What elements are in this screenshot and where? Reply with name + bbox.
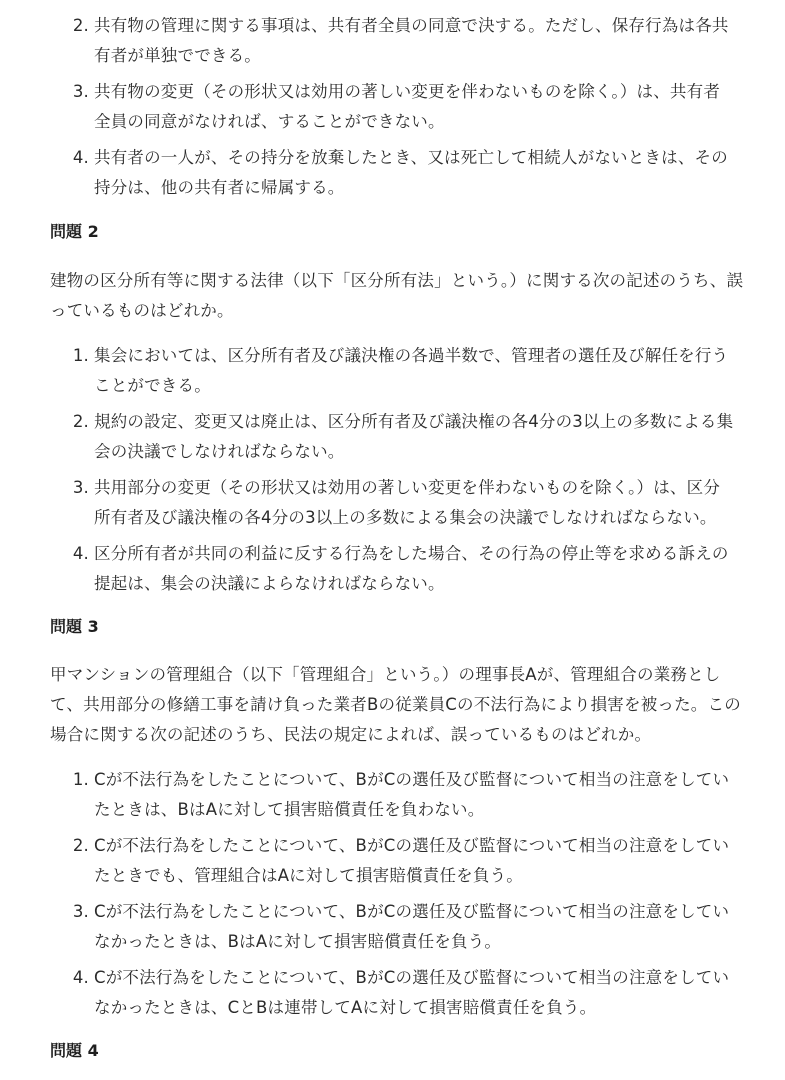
option-item: [50, 341, 745, 401]
option-text: 共用部分の変更（その形状又は効用の著しい変更を伴わないものを除く。）は、区分所有者及び議決権の各4分の3以上の多数による集会の決議でしなければならない。: [94, 478, 721, 527]
option-item: [50, 143, 745, 203]
option-item: [50, 11, 745, 71]
question-2-options: [50, 341, 745, 599]
option-text: 共有者の一人が、その持分を放棄したとき、又は死亡して相続人がないときは、その持分は、他の共有者に帰属する。: [94, 148, 728, 197]
option-text: 共有物の管理に関する事項は、共有者全員の同意で決する。ただし、保存行為は各共有者が単独でできる。: [94, 16, 729, 65]
option-item: [50, 77, 745, 137]
option-text: Cが不法行為をしたことについて、BがCの選任及び監督について相当の注意をしていたときでも、管理組合はAに対して損害賠償責任を負う。: [94, 836, 730, 885]
option-text: 区分所有者が共同の利益に反する行為をした場合、その行為の停止等を求める訴えの提起は、集会の決議によらなければならない。: [94, 544, 729, 593]
option-item: [50, 963, 745, 1023]
question-3-options: [50, 765, 745, 1023]
option-number: 1.: [72, 346, 89, 365]
option-number: 2.: [72, 412, 89, 431]
option-item: [50, 407, 745, 467]
option-number: 3.: [72, 902, 89, 921]
option-number: 2.: [72, 16, 89, 35]
option-item: [50, 897, 745, 957]
option-item: [50, 765, 745, 825]
option-text: Cが不法行為をしたことについて、BがCの選任及び監督について相当の注意をしていなかったときは、CとBは連帯してAに対して損害賠償責任を負う。: [94, 968, 730, 1017]
option-number: 3.: [72, 478, 89, 497]
question-2-title: 問題 2: [50, 222, 99, 241]
option-number: 4.: [72, 544, 89, 563]
option-item: [50, 831, 745, 891]
question-4-title: 問題 4: [50, 1041, 99, 1060]
option-item: [50, 473, 745, 533]
option-number: 4.: [72, 968, 89, 987]
option-number: 4.: [72, 148, 89, 167]
option-text: Cが不法行為をしたことについて、BがCの選任及び監督について相当の注意をしていなかったときは、BはAに対して損害賠償責任を負う。: [94, 902, 730, 951]
option-text: 共有物の変更（その形状又は効用の著しい変更を伴わないものを除く。）は、共有者全員の同意がなければ、することができない。: [94, 82, 721, 131]
question-3-stem: 甲マンションの管理組合（以下「管理組合」という。）の理事長Aが、管理組合の業務として、共用部分の修繕工事を請け負った業者Bの従業員Cの不法行為により損害を被った。この場合に関する次の記述のうち、民法の規定によれば、誤っているものはどれか。: [50, 665, 741, 744]
question-3-title: 問題 3: [50, 617, 99, 636]
option-text: 規約の設定、変更又は廃止は、区分所有者及び議決権の各4分の3以上の多数による集会の決議でしなければならない。: [94, 412, 734, 461]
previous-question-options: [50, 0, 745, 203]
option-item: [50, 539, 745, 599]
option-text: Cが不法行為をしたことについて、BがCの選任及び監督について相当の注意をしていたときは、BはAに対して損害賠償責任を負わない。: [94, 770, 730, 819]
option-number: 2.: [72, 836, 89, 855]
option-number: 1.: [72, 770, 89, 789]
question-2-stem: 建物の区分所有等に関する法律（以下「区分所有法」という。）に関する次の記述のうち、誤っているものはどれか。: [50, 271, 744, 320]
option-text: 集会においては、区分所有者及び議決権の各過半数で、管理者の選任及び解任を行うことができる。: [94, 346, 729, 395]
option-number: 3.: [72, 82, 89, 101]
